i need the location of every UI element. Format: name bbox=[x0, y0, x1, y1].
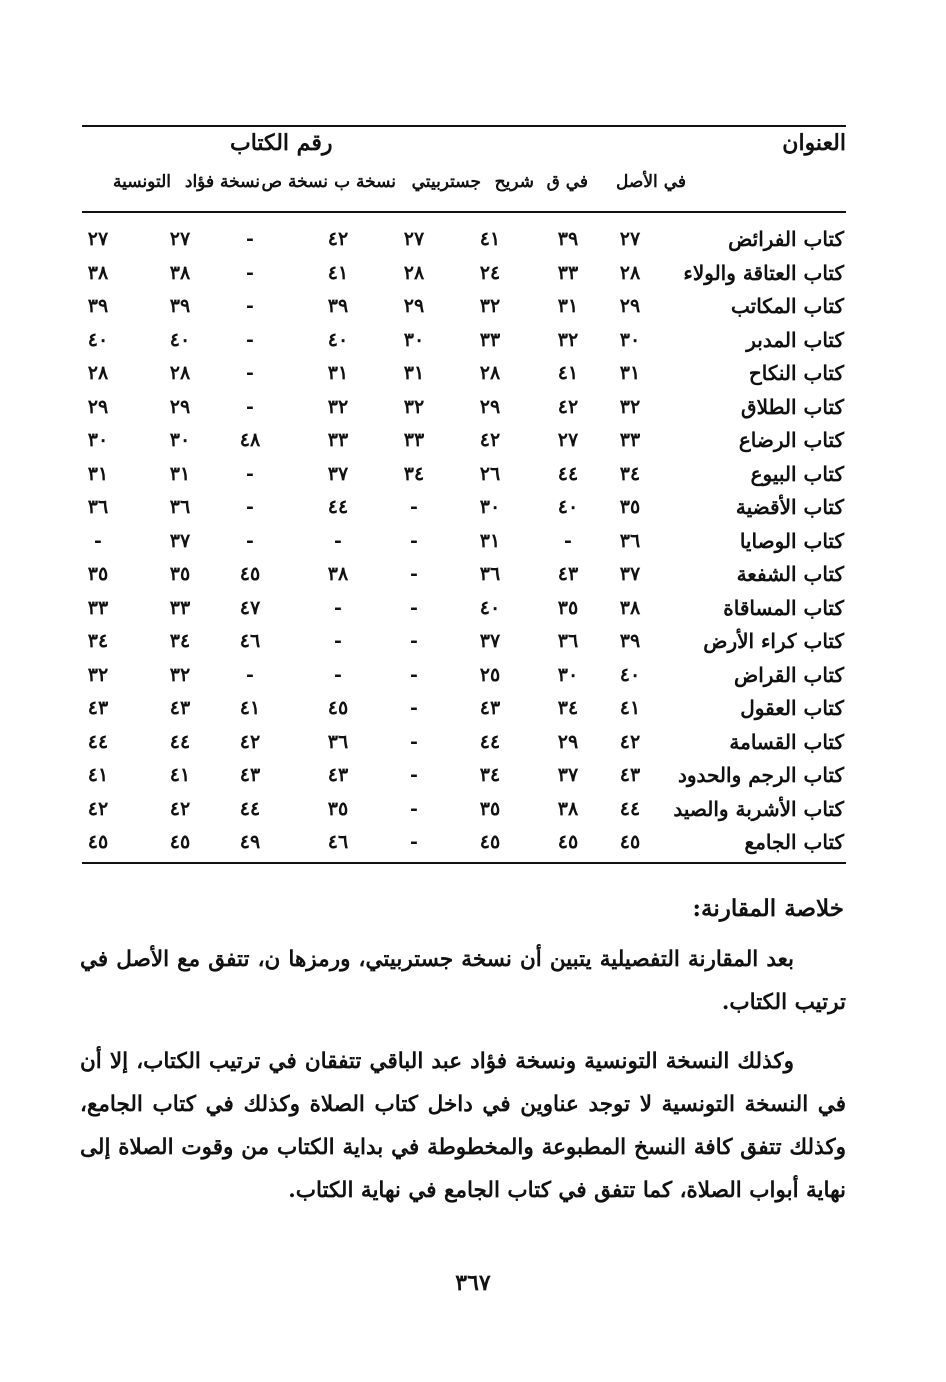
row-cell-value: ٤١ bbox=[169, 764, 191, 786]
row-cell-value: ٣٩ bbox=[557, 228, 579, 250]
row-book-title: كتاب المدبر bbox=[746, 328, 844, 352]
row-book-title: كتاب الفرائض bbox=[728, 227, 844, 251]
row-book-title: كتاب العقول bbox=[740, 696, 844, 720]
row-cell-value: - bbox=[410, 831, 418, 853]
row-cell-value: ٢٩ bbox=[87, 396, 109, 418]
row-cell-value: - bbox=[334, 597, 342, 619]
row-cell-value: ٤٣ bbox=[327, 764, 349, 786]
col-header-sharih: شريح bbox=[494, 172, 534, 192]
row-cell-value: ٤٥ bbox=[619, 831, 641, 853]
row-cell-value: ٣٠ bbox=[479, 496, 501, 518]
row-cell-value: ٢٨ bbox=[169, 362, 191, 384]
row-cell-value: ٣٤ bbox=[619, 463, 641, 485]
row-cell-value: ٣٢ bbox=[169, 664, 191, 686]
row-cell-value: ٤١ bbox=[619, 697, 641, 719]
row-cell-value: ٤٢ bbox=[169, 798, 191, 820]
row-cell-value: ٣٦ bbox=[619, 530, 641, 552]
row-cell-value: ٢٨ bbox=[619, 262, 641, 284]
row-cell-value: ٣١ bbox=[557, 295, 579, 317]
row-book-title: كتاب الأشربة والصيد bbox=[673, 797, 844, 821]
row-cell-value: ٤٤ bbox=[239, 798, 261, 820]
row-cell-value: ٣٨ bbox=[169, 262, 191, 284]
row-cell-value: ٤٩ bbox=[239, 831, 261, 853]
row-cell-value: ٤٤ bbox=[169, 731, 191, 753]
row-cell-value: ٣٧ bbox=[169, 530, 191, 552]
row-cell-value: ٣٤ bbox=[479, 764, 501, 786]
row-cell-value: ٣٢ bbox=[557, 329, 579, 351]
row-cell-value: ٣٠ bbox=[169, 429, 191, 451]
row-cell-value: ٤٤ bbox=[479, 731, 501, 753]
row-cell-value: ٤٢ bbox=[619, 731, 641, 753]
row-cell-value: ٤١ bbox=[87, 764, 109, 786]
row-cell-value: ٣٤ bbox=[87, 630, 109, 652]
row-cell-value: ٣٤ bbox=[557, 697, 579, 719]
row-cell-value: ٣٦ bbox=[87, 496, 109, 518]
row-cell-value: ٢٩ bbox=[479, 396, 501, 418]
row-cell-value: ٣٧ bbox=[557, 764, 579, 786]
row-cell-value: - bbox=[334, 530, 342, 552]
row-book-title: كتاب البيوع bbox=[750, 462, 844, 486]
row-cell-value: ٣٥ bbox=[87, 563, 109, 585]
row-book-title: كتاب كراء الأرض bbox=[703, 629, 844, 653]
row-cell-value: ٣٥ bbox=[557, 597, 579, 619]
row-cell-value: ٤٥ bbox=[169, 831, 191, 853]
row-cell-value: - bbox=[246, 396, 254, 418]
row-cell-value: - bbox=[246, 496, 254, 518]
row-cell-value: ٢٨ bbox=[403, 262, 425, 284]
row-cell-value: ٤٣ bbox=[479, 697, 501, 719]
row-cell-value: ٤٤ bbox=[87, 731, 109, 753]
row-cell-value: ٢٩ bbox=[619, 295, 641, 317]
row-cell-value: ٣٣ bbox=[403, 429, 425, 451]
row-book-title: كتاب الرجم والحدود bbox=[677, 763, 844, 787]
row-cell-value: ٤٥ bbox=[239, 563, 261, 585]
row-cell-value: ٣٣ bbox=[557, 262, 579, 284]
row-cell-value: ٣١ bbox=[327, 362, 349, 384]
row-cell-value: ٣٦ bbox=[327, 731, 349, 753]
row-cell-value: ٣٢ bbox=[327, 396, 349, 418]
row-book-title: كتاب الرضاع bbox=[738, 428, 844, 452]
row-book-title: كتاب المساقاة bbox=[723, 596, 844, 620]
row-cell-value: ٤١ bbox=[327, 262, 349, 284]
row-cell-value: - bbox=[246, 228, 254, 250]
row-cell-value: - bbox=[410, 731, 418, 753]
row-book-title: كتاب النكاح bbox=[748, 361, 844, 385]
row-cell-value: ٣٦ bbox=[169, 496, 191, 518]
row-cell-value: ٣٣ bbox=[479, 329, 501, 351]
col-header-nuskha-b: نسخة ب bbox=[334, 172, 396, 192]
row-cell-value: ٣٦ bbox=[479, 563, 501, 585]
col-header-q: في ق bbox=[546, 172, 588, 192]
row-book-title: كتاب العتاقة والولاء bbox=[683, 261, 844, 285]
row-cell-value: ٣٣ bbox=[327, 429, 349, 451]
row-cell-value: ٤٦ bbox=[327, 831, 349, 853]
row-cell-value: - bbox=[246, 295, 254, 317]
row-cell-value: ٤٣ bbox=[169, 697, 191, 719]
row-cell-value: ٤٤ bbox=[619, 798, 641, 820]
row-cell-value: ٣٠ bbox=[403, 329, 425, 351]
row-cell-value: ٤٠ bbox=[327, 329, 349, 351]
row-cell-value: ٤٧ bbox=[239, 597, 261, 619]
row-cell-value: ٣٢ bbox=[619, 396, 641, 418]
row-cell-value: - bbox=[410, 764, 418, 786]
row-cell-value: ٤٠ bbox=[557, 496, 579, 518]
row-cell-value: - bbox=[246, 362, 254, 384]
row-cell-value: - bbox=[334, 630, 342, 652]
row-cell-value: ٣١ bbox=[619, 362, 641, 384]
row-cell-value: ٣٥ bbox=[169, 563, 191, 585]
row-cell-value: ٣٧ bbox=[619, 563, 641, 585]
row-book-title: كتاب القسامة bbox=[729, 730, 844, 754]
row-cell-value: ٤٠ bbox=[87, 329, 109, 351]
row-book-title: كتاب الجامع bbox=[744, 830, 844, 854]
row-cell-value: ٣١ bbox=[87, 463, 109, 485]
row-cell-value: ٢٩ bbox=[169, 396, 191, 418]
row-cell-value: ٤٢ bbox=[327, 228, 349, 250]
row-cell-value: ٢٦ bbox=[479, 463, 501, 485]
row-cell-value: ٤٠ bbox=[479, 597, 501, 619]
row-cell-value: ٣٣ bbox=[87, 597, 109, 619]
row-cell-value: ٣٥ bbox=[327, 798, 349, 820]
row-cell-value: - bbox=[564, 530, 572, 552]
row-cell-value: - bbox=[246, 530, 254, 552]
row-cell-value: - bbox=[410, 798, 418, 820]
row-book-title: كتاب المكاتب bbox=[731, 294, 844, 318]
table-header-rule bbox=[82, 211, 846, 213]
row-cell-value: ٤٨ bbox=[239, 429, 261, 451]
row-cell-value: ٢٥ bbox=[479, 664, 501, 686]
row-cell-value: ٣٦ bbox=[557, 630, 579, 652]
row-cell-value: - bbox=[94, 530, 102, 552]
row-cell-value: ٤٢ bbox=[239, 731, 261, 753]
row-cell-value: ٤٥ bbox=[479, 831, 501, 853]
col-header-tunisian: التونسية bbox=[113, 172, 171, 192]
row-cell-value: ٣٤ bbox=[403, 463, 425, 485]
row-cell-value: ٣٣ bbox=[169, 597, 191, 619]
summary-paragraph-2: وكذلك النسخة التونسية ونسخة فؤاد عبد الباقي تتفقان في ترتيب الكتاب، إلا أن في النسخة التونسية لا توجد عناوين في داخل كتاب الصلاة وكذلك في كتاب الجامع، وكذلك تتفق كافة النسخ المطبوعة والمخطوطة في بداية الكتاب من وقوت الصلاة إلى نهاية أبواب الصلاة، كما تتفق في كتاب الجامع في نهاية الكتاب. bbox=[80, 1049, 846, 1203]
row-cell-value: ٣٨ bbox=[619, 597, 641, 619]
row-cell-value: ٣٢ bbox=[403, 396, 425, 418]
row-cell-value: ٣٨ bbox=[557, 798, 579, 820]
row-cell-value: ٣٩ bbox=[619, 630, 641, 652]
row-cell-value: ٢٧ bbox=[403, 228, 425, 250]
row-book-title: كتاب الشفعة bbox=[736, 562, 844, 586]
row-cell-value: ٣٩ bbox=[169, 295, 191, 317]
row-book-title: كتاب الأقضية bbox=[735, 495, 844, 519]
row-cell-value: ٤٠ bbox=[619, 664, 641, 686]
col-header-nuskha-fuad: نسخة فؤاد bbox=[184, 172, 260, 192]
row-cell-value: ٢٧ bbox=[87, 228, 109, 250]
row-cell-value: ٣٧ bbox=[479, 630, 501, 652]
table-top-rule bbox=[82, 125, 846, 127]
col-header-asl: في الأصل bbox=[616, 172, 686, 192]
row-cell-value: ٣٤ bbox=[169, 630, 191, 652]
row-cell-value: ٣٠ bbox=[619, 329, 641, 351]
row-cell-value: ٣٥ bbox=[479, 798, 501, 820]
row-cell-value: - bbox=[334, 664, 342, 686]
page-number: ٣٦٧ bbox=[455, 1270, 491, 1296]
row-cell-value: ٤٢ bbox=[557, 396, 579, 418]
row-cell-value: ٢٧ bbox=[169, 228, 191, 250]
row-book-title: كتاب الوصايا bbox=[739, 529, 844, 553]
row-cell-value: ٣١ bbox=[169, 463, 191, 485]
row-cell-value: - bbox=[246, 262, 254, 284]
row-cell-value: - bbox=[246, 463, 254, 485]
row-cell-value: ٣٠ bbox=[87, 429, 109, 451]
row-cell-value: ٢٤ bbox=[479, 262, 501, 284]
row-cell-value: ٤١ bbox=[557, 362, 579, 384]
row-cell-value: ٤٣ bbox=[87, 697, 109, 719]
row-cell-value: ٣٣ bbox=[619, 429, 641, 451]
row-cell-value: - bbox=[246, 664, 254, 686]
row-cell-value: - bbox=[410, 664, 418, 686]
row-cell-value: ٤٢ bbox=[479, 429, 501, 451]
row-cell-value: ٣١ bbox=[479, 530, 501, 552]
row-cell-value: ٤١ bbox=[239, 697, 261, 719]
row-cell-value: ٢٨ bbox=[87, 362, 109, 384]
row-cell-value: ٣٥ bbox=[619, 496, 641, 518]
row-cell-value: ٤١ bbox=[479, 228, 501, 250]
col-header-chester-beatty: جستربيتي bbox=[411, 172, 481, 192]
row-cell-value: ٤٠ bbox=[169, 329, 191, 351]
row-cell-value: ٣٢ bbox=[87, 664, 109, 686]
row-cell-value: ٤٤ bbox=[557, 463, 579, 485]
row-book-title: كتاب القراض bbox=[734, 663, 844, 687]
row-cell-value: ٤٥ bbox=[557, 831, 579, 853]
row-cell-value: ٣٨ bbox=[87, 262, 109, 284]
row-cell-value: - bbox=[410, 630, 418, 652]
row-cell-value: - bbox=[410, 496, 418, 518]
row-cell-value: ٢٩ bbox=[403, 295, 425, 317]
row-cell-value: ٤٥ bbox=[87, 831, 109, 853]
col-header-nuskha-s: نسخة ص bbox=[261, 172, 328, 192]
row-cell-value: - bbox=[246, 329, 254, 351]
title-column-header: العنوان bbox=[782, 130, 846, 156]
row-cell-value: ٤٢ bbox=[87, 798, 109, 820]
row-cell-value: ٢٩ bbox=[557, 731, 579, 753]
row-cell-value: ٤٦ bbox=[239, 630, 261, 652]
row-cell-value: ٤٣ bbox=[557, 563, 579, 585]
number-group-header: رقم الكتاب bbox=[230, 130, 333, 156]
row-cell-value: ٣٢ bbox=[479, 295, 501, 317]
row-cell-value: ٤٣ bbox=[239, 764, 261, 786]
row-book-title: كتاب الطلاق bbox=[741, 395, 844, 419]
row-cell-value: ٢٨ bbox=[479, 362, 501, 384]
row-cell-value: - bbox=[410, 530, 418, 552]
row-cell-value: ٢٧ bbox=[557, 429, 579, 451]
row-cell-value: - bbox=[410, 597, 418, 619]
row-cell-value: ٣٨ bbox=[327, 563, 349, 585]
row-cell-value: ٤٣ bbox=[619, 764, 641, 786]
row-cell-value: ٢٧ bbox=[619, 228, 641, 250]
row-cell-value: - bbox=[410, 563, 418, 585]
row-cell-value: ٤٤ bbox=[327, 496, 349, 518]
row-cell-value: ٣١ bbox=[403, 362, 425, 384]
row-cell-value: ٤٥ bbox=[327, 697, 349, 719]
summary-title: خلاصة المقارنة: bbox=[692, 895, 844, 922]
row-cell-value: ٣٠ bbox=[557, 664, 579, 686]
row-cell-value: ٣٩ bbox=[327, 295, 349, 317]
summary-paragraph-1: بعد المقارنة التفصيلية يتبين أن نسخة جستربيتي، ورمزها ن، تتفق مع الأصل في ترتيب الكتاب. bbox=[80, 947, 846, 1015]
row-cell-value: - bbox=[410, 697, 418, 719]
row-cell-value: ٣٧ bbox=[327, 463, 349, 485]
row-cell-value: ٣٩ bbox=[87, 295, 109, 317]
table-bottom-rule bbox=[82, 862, 846, 864]
